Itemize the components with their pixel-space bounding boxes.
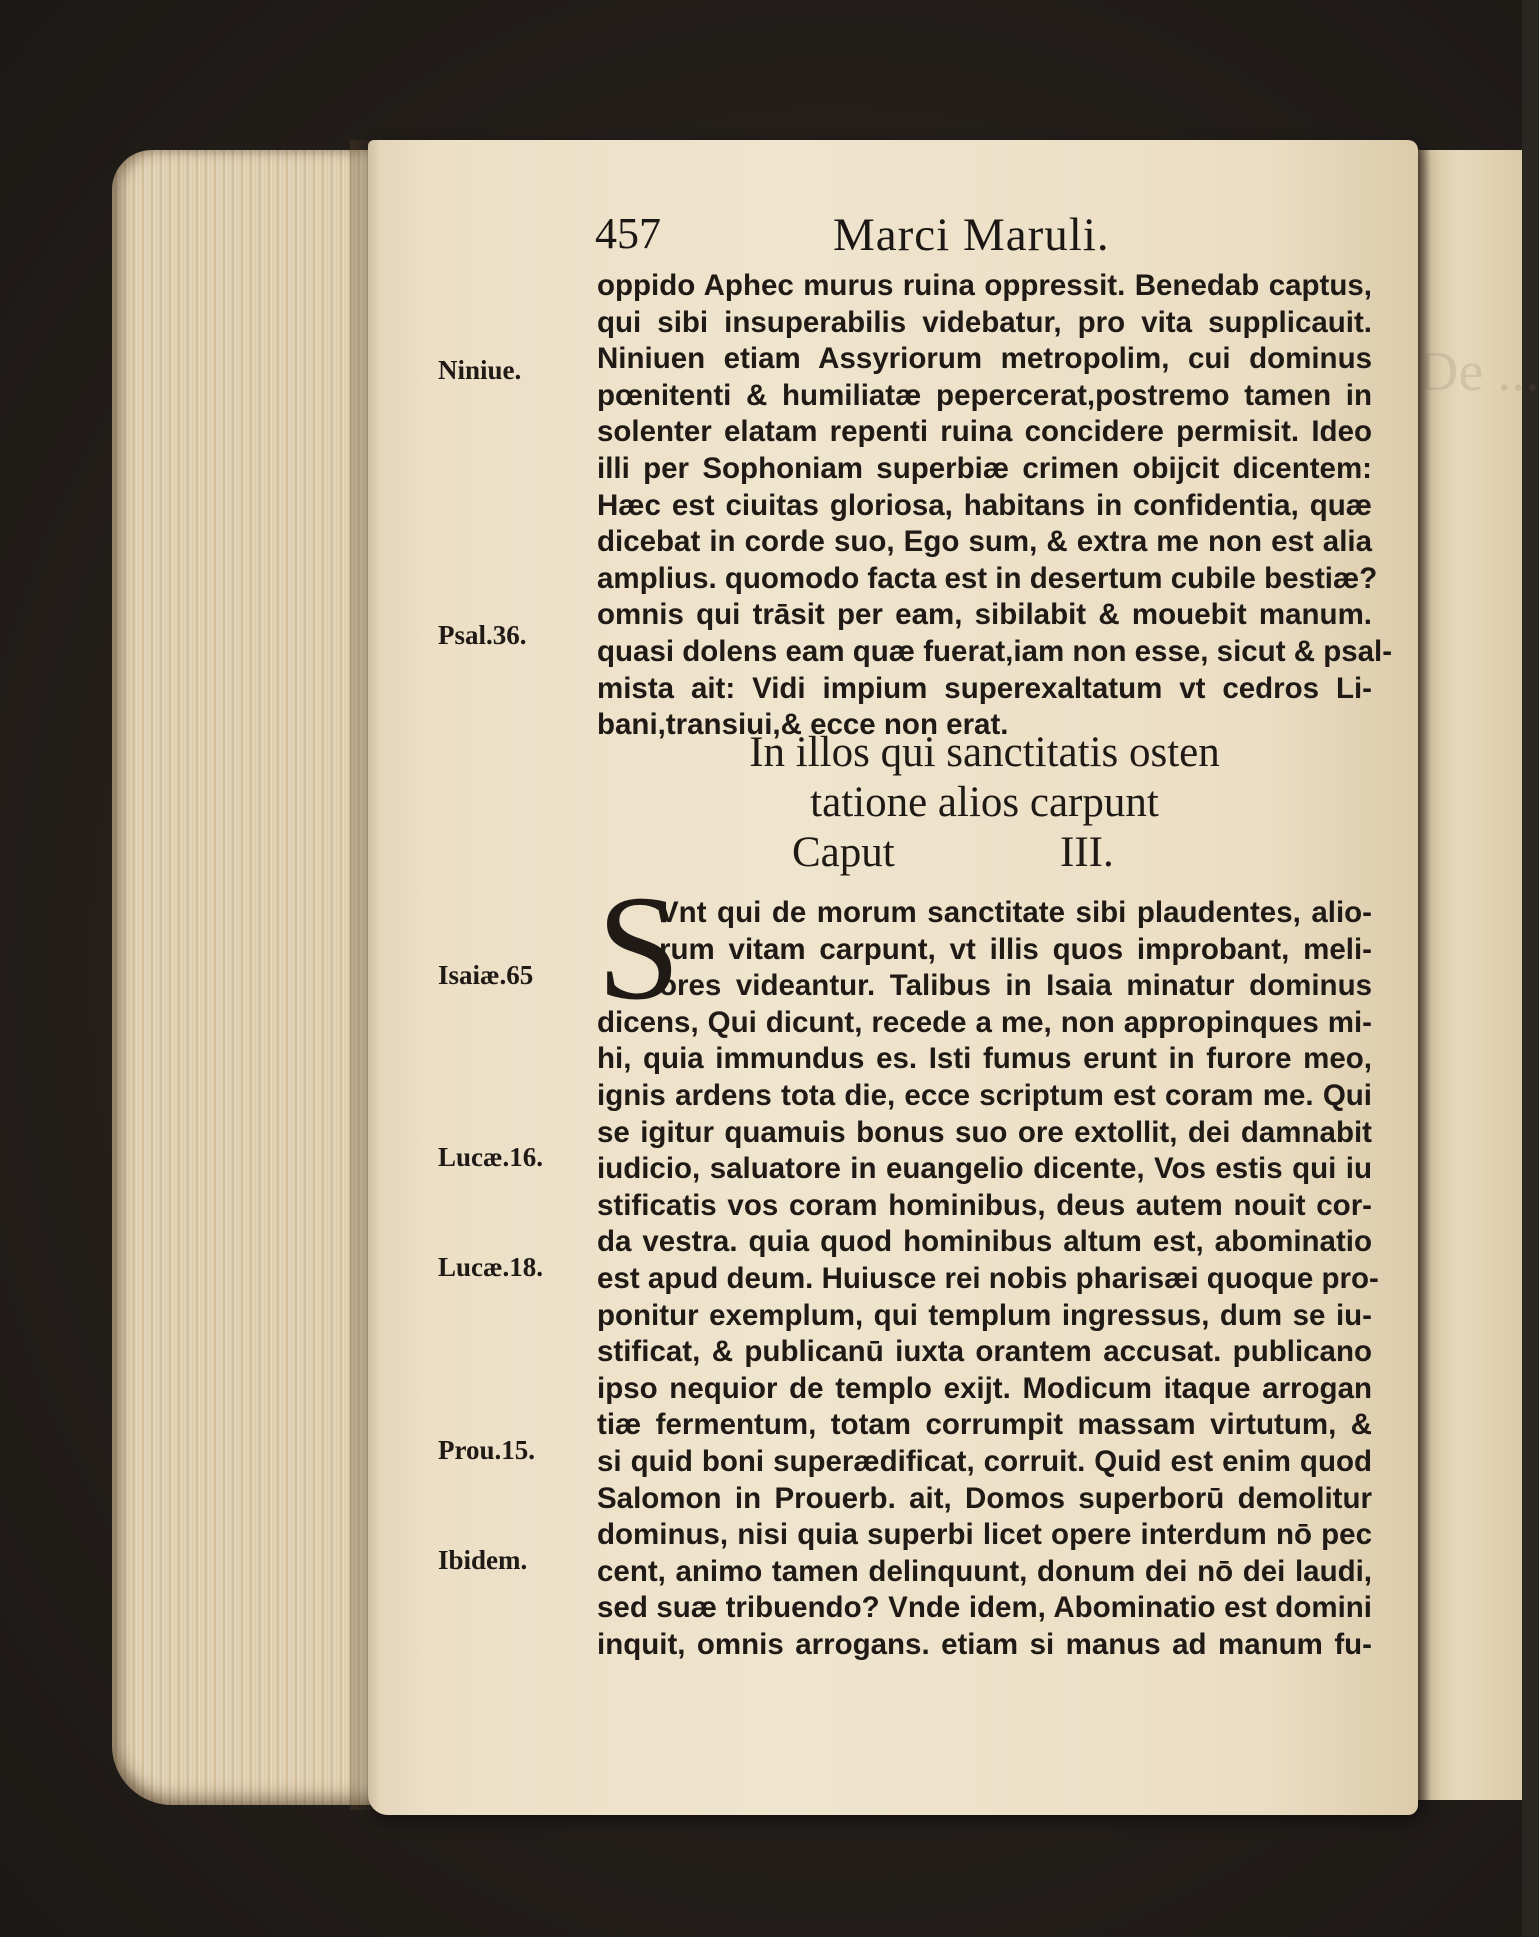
- text-line: tiæ fermentum, totam corrumpit massam virtutum, &: [597, 1408, 1372, 1442]
- text-block-2: [597, 895, 1379, 1663]
- text-line: qui sibi insuperabilis videbatur, pro vita supplicauit.: [597, 305, 1372, 339]
- text-line: dicebat in corde suo, Ego sum, & extra me non est alia: [597, 525, 1372, 559]
- text-block-1: [597, 268, 1393, 744]
- drop-cap: S: [597, 865, 681, 1031]
- chapter-number: III.: [1060, 829, 1114, 876]
- margin-note-lucae-18: Lucæ.18.: [438, 1252, 544, 1282]
- text-line: est apud deum. Huiusce rei nobis pharisæi quoque pro-: [597, 1261, 1379, 1295]
- text-line: iudicio, saluatore in euangelio dicente, Vos estis qui iu: [597, 1152, 1372, 1186]
- page-edges: [112, 150, 374, 1805]
- text-line: quasi dolens eam quæ fuerat,iam non esse, sicut & psal-: [597, 634, 1393, 668]
- text-line: Salomon in Prouerb. ait, Domos superborū demolitur: [597, 1481, 1372, 1515]
- margin-note-psal: Psal.36.: [438, 620, 527, 650]
- text-line: bani,transiui,& ecce non erat.: [597, 708, 1009, 742]
- chapter-heading-line-2: tatione alios carpunt: [810, 779, 1159, 826]
- text-line: stificatis vos coram hominibus, deus autem nouit cor-: [597, 1188, 1372, 1222]
- text-line: ores videantur. Talibus in Isaia minatur dominus: [659, 969, 1372, 1003]
- text-line: omnis qui trāsit per eam, sibilabit & mouebit manum.: [597, 598, 1372, 632]
- text-line: mista ait: Vidi impium superexaltatum vt cedros Li-: [597, 671, 1372, 705]
- text-line: Vnt qui de morum sanctitate sibi plaudentes, alio-: [659, 896, 1372, 929]
- caput-label: Caput: [792, 829, 895, 876]
- gutter-shadow: [350, 140, 380, 1810]
- text-line: dominus, nisi quia superbi licet opere interdum nō pec: [597, 1518, 1372, 1552]
- text-line: hi, quia immundus es. Isti fumus erunt in furore meo,: [597, 1042, 1372, 1076]
- margin-note-isaiae: Isaiæ.65: [438, 960, 534, 990]
- bleed-through-text: De ...: [1418, 341, 1539, 403]
- text-line: sed suæ tribuendo? Vnde idem, Abominatio est domini: [597, 1591, 1372, 1625]
- text-line: ipso nequior de templo exijt. Modicum itaque arrogan: [597, 1371, 1372, 1405]
- text-line: dicens, Qui dicunt, recede a me, non appropinques mi-: [597, 1005, 1372, 1039]
- caput-row: [597, 828, 1372, 878]
- margin-note-prou: Prou.15.: [438, 1435, 536, 1465]
- text-line: da vestra. quia quod hominibus altum est, abominatio: [597, 1225, 1372, 1259]
- margin-note-ibidem: Ibidem.: [438, 1545, 528, 1575]
- text-line: se igitur quamuis bonus suo ore extollit, dei damnabit: [597, 1115, 1372, 1149]
- margin-note-lucae-16: Lucæ.16.: [438, 1142, 544, 1172]
- text-line: Hæc est ciuitas gloriosa, habitans in confidentia, quæ: [597, 488, 1372, 522]
- text-line: ignis ardens tota die, ecce scriptum est coram me. Qui: [597, 1078, 1372, 1112]
- text-line: inquit, omnis arrogans. etiam si manus ad manum fu-: [597, 1627, 1372, 1661]
- text-line: Niniuen etiam Assyriorum metropolim, cui dominus: [597, 342, 1372, 376]
- text-line: illi per Sophoniam superbiæ crimen obijcit dicentem:: [597, 451, 1372, 485]
- running-title: Marci Maruli.: [833, 209, 1110, 261]
- text-line: cent, animo tamen delinquunt, donum dei nō dei laudi,: [597, 1554, 1372, 1588]
- margin-note-niniue: Niniue.: [438, 355, 522, 385]
- folio-number: 457: [595, 209, 661, 258]
- text-line: stificat, & publicanū iuxta orantem accusat. publicano: [597, 1335, 1372, 1369]
- text-line: oppido Aphec murus ruina oppressit. Benedab captus,: [597, 269, 1372, 302]
- text-line: rum vitam carpunt, vt illis quos improbant, meli-: [659, 932, 1372, 966]
- chapter-heading: [597, 728, 1372, 878]
- page-header: [595, 208, 1155, 268]
- text-line: amplius. quomodo facta est in desertum cubile bestiæ?: [597, 561, 1378, 595]
- text-line: ponitur exemplum, qui templum ingressus, dum se iu-: [597, 1298, 1372, 1332]
- text-line: si quid boni superædificat, corruit. Quid est enim quod: [597, 1444, 1372, 1478]
- text-line: solenter elatam repenti ruina concidere permisit. Ideo: [597, 415, 1372, 449]
- chapter-heading-line-1: In illos qui sanctitatis osten: [749, 729, 1220, 776]
- text-line: pœnitenti & humiliatæ pepercerat,postremo tamen in: [597, 378, 1372, 412]
